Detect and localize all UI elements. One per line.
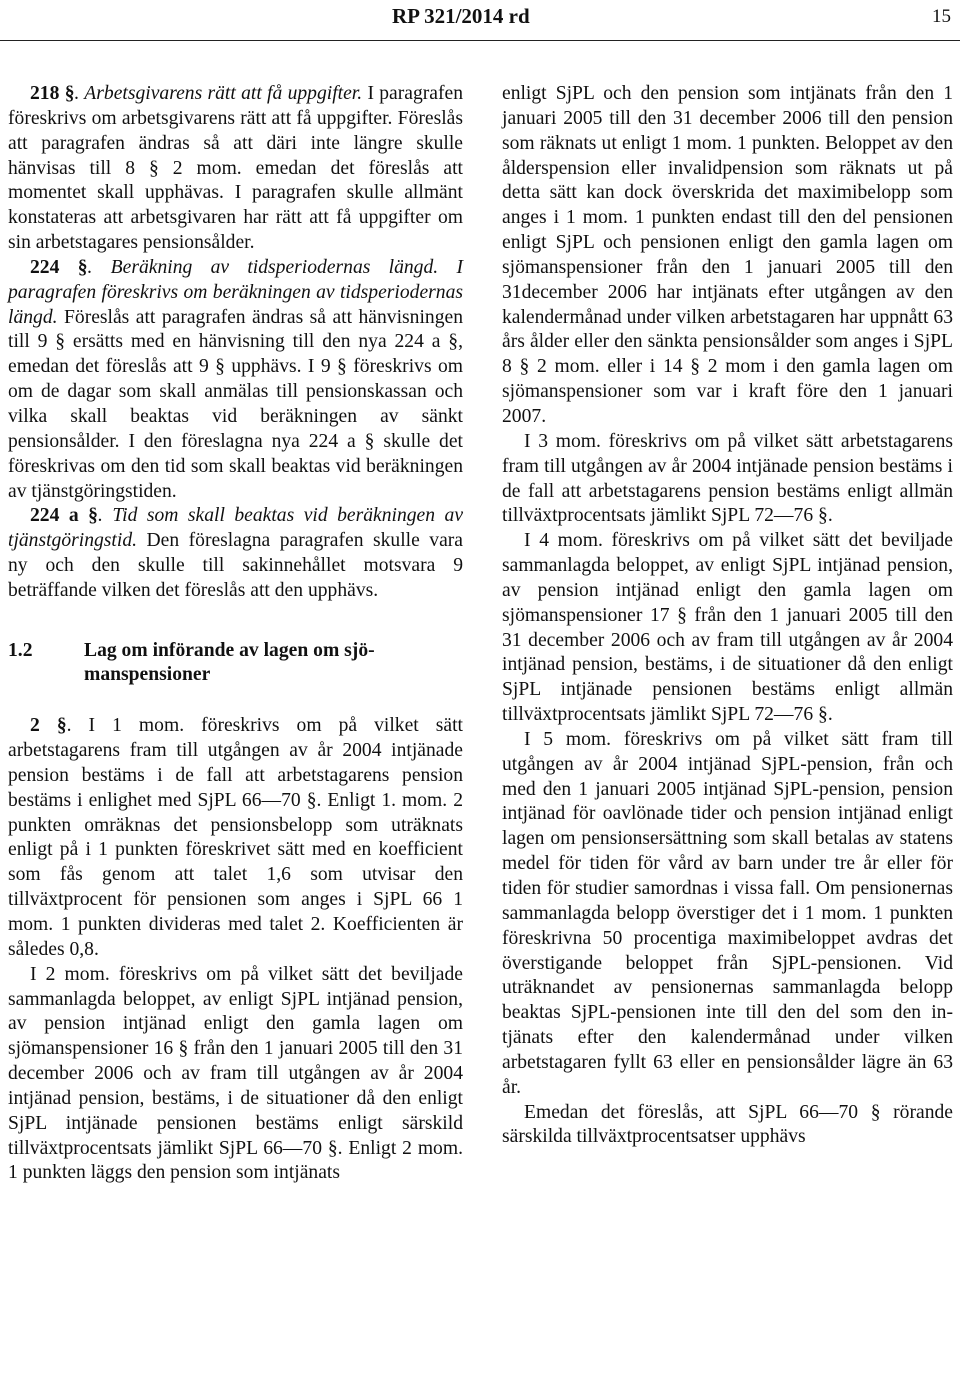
paragraph-text: Föreslås att paragrafen ändras så att hänvisningen till 9 § ersätts med en hänvisning till den nya 224 a §, emedan det föreslås att 9 § upphävs. I 9 § föreskrivs om om de dagar som skall anmälas till pensionskassan och vilka skall beaktas vid beräkningen av sänkt pensionsålder. I den föreslagna nya 224 a § skulle det föreskrivas om den tid som skall beaktas vid beräkningen av tjänstgöringstiden. <box>8 306 463 502</box>
section-number: 2 <box>30 715 40 737</box>
section-title: . Arbetsgivarens rätt att få uppgifter. <box>74 83 363 104</box>
section-sign: § <box>56 715 67 737</box>
paragraph-2 <box>8 714 463 962</box>
paragraph-mom5: I 5 mom. föreskrivs om på vilket sätt fram till utgången av år 2004 intjänad SjPL-pension, från och med den 1 januari 2005 intjänad SjPL-pension, pension intjänad för oavlönade tider och pension intjänad enligt lagen om pensionsersättning som skall betalas av statens medel för tiden för vård av barn under tre år eller för tiden för studier samordnas i vissa fall. Om pensionernas sammanlagda belopp överstiger det i 1 mom. 1 punkten föreskrivna 50 procentiga maximibeloppet avdras det överstigande beloppet från SjPL-pensionen. Vid uträknandet av pensionernas sammanlagda belopp beaktas SjPL-pensionen inte till den del som den intjänats efter den kalendermånad under vilken arbetstagaren fyllt 63 eller en pensionsålder lägre än 63 år. <box>502 728 953 1098</box>
section-number: 224 a <box>30 505 79 527</box>
section-number: 218 <box>30 83 60 104</box>
paragraph-text: I paragrafen föreskrivs om arbetsgivarens rätt att få uppgifter. Föreslås att paragrafen ändras så att däri inte längre skulle hänvisas till 8 § 2 mom. emedan det föreslås att momentet skall upphävas. I paragrafen skulle allmänt konstateras att arbetsgivaren har rätt att få uppgifter om sin arbetstagares pensionsålder. <box>8 83 463 254</box>
paragraph-text: . I 1 mom. föreskrivs om på vilket sätt arbetstagarens fram till utgången av år 2004 intjänade pension bestäms i de fall att arbetstagarens pension bestäms i enlighet med SjPL 66—70 §. Enligt 1. mom. 2 punkten omräknas det pensionsbelopp som uträknats enligt på i 1 punkten föreskrivet sätt med en koefficient som fås genom att talet 1,6 som utvisar den tillväxtprocent för pensionen som anges i SjPL 66 1 mom. 1 punkten dividеras med talet 2. Koefficienten är således 0,8. <box>8 715 463 960</box>
paragraph-224 <box>8 256 463 504</box>
section-heading <box>8 639 463 689</box>
paragraph-final: Emedan det föreslås, att SjPL 66—70 § rörande särskilda tillväxtprocentsatser upphävs <box>502 1101 953 1148</box>
heading-title: Lag om införande av lagen om sjömanspensioner <box>84 639 375 686</box>
section-title: . Beräkning av tidsperiodernas längd. I paragrafen föreskrivs om beräkningen av tidsperiodernas längd. <box>8 256 463 328</box>
paragraph-218 <box>8 82 463 256</box>
paragraph-224a <box>8 504 463 603</box>
document-id: RP 321/2014 rd <box>392 4 530 28</box>
paragraph-mom2: I 2 mom. föreskrivs om på vilket sätt det beviljade sammanlagda beloppet, av enligt SjPL intjänad pension, av pension intjänad enligt den gamla lagen om sjömanspensioner 16 § från den 1 januari 2005 till den 31 december 2006 och av fram till utgången av år 2004 intjänad pension, bestäms, i de situationer då den enligt SjPL intjänade pensionen bestäms enligt särskild tillväxtprocentsats jämlikt SjPL 66—70 §. Enligt 2 mom. 1 punkten läggs den pension som intjänats <box>8 963 463 1184</box>
paragraph-text: Den föreslagna paragrafen skulle vara ny och den skulle till sakinnehållet motsvara 9 beträffande vilken det föreslås att den upphävs. <box>8 530 463 601</box>
paragraph-mom4: I 4 mom. föreskrivs om på vilket sätt det beviljade sammanlagda beloppet, av enligt SjPL intjänad pension, av pension intjänad enligt den gamla lagen om sjömanspensioner 17 § från den 1 januari 2005 till den 31 december 2006 och av fram till utgången av år 2004 intjänad pension, bestäms, i de situationer då den enligt SjPL intjänade pensionen bestäms enligt allmän tillväxtprocentsats jämlikt SjPL 72—76 §. <box>502 530 953 726</box>
page-header <box>0 0 960 36</box>
section-number: 224 <box>30 256 60 278</box>
header-divider <box>0 40 960 41</box>
section-title: . Tid som skall beaktas vid beräkningen av tjänstgöringstid. <box>8 505 464 552</box>
blank-space <box>8 688 463 714</box>
blank-space <box>8 604 463 629</box>
paragraph-continued: enligt SjPL och den pension som intjänats från den 1 januari 2005 till den 31 december 2006 till den pension som räknats ut enligt 1 mom. 1 punkten. Beloppet av den ålderspension eller invalidpension som räknats ut på detta sätt kan dock överskrida det maximibelopp som anges i 1 mom. 1 punkten endast till den del pensionen enligt SjPL och pensionen enligt den gamla lagen om sjömanspensioner från den 1 januari 2005 till den 31december 2006 har intjänats efter utgången av den kalendermånad under vilken arbetstagaren har uppnått 63 års ålder eller den sänkta pensionsålder som anges i SjPL 8 § 2 mom. eller i 14 § 2 mom i den gamla lagen om sjömanspensioner som var i kraft före den 1 januari 2007. <box>502 83 953 427</box>
section-sign: § <box>88 505 98 527</box>
left-column <box>8 82 463 1186</box>
heading-number: 1.2 <box>8 639 33 661</box>
section-sign: § <box>77 256 88 278</box>
paragraph-mom3: I 3 mom. föreskrivs om på vilket sätt arbetstagarens fram till utgången av år 2004 intjänade pension bestäms i de fall att arbetstagarens pension bestäms enligt allmän tillväxtprocentsats jämlikt SjPL 72—76 §. <box>502 430 953 527</box>
section-sign: § <box>64 83 75 104</box>
page-number: 15 <box>932 6 951 27</box>
right-column <box>502 82 953 1150</box>
